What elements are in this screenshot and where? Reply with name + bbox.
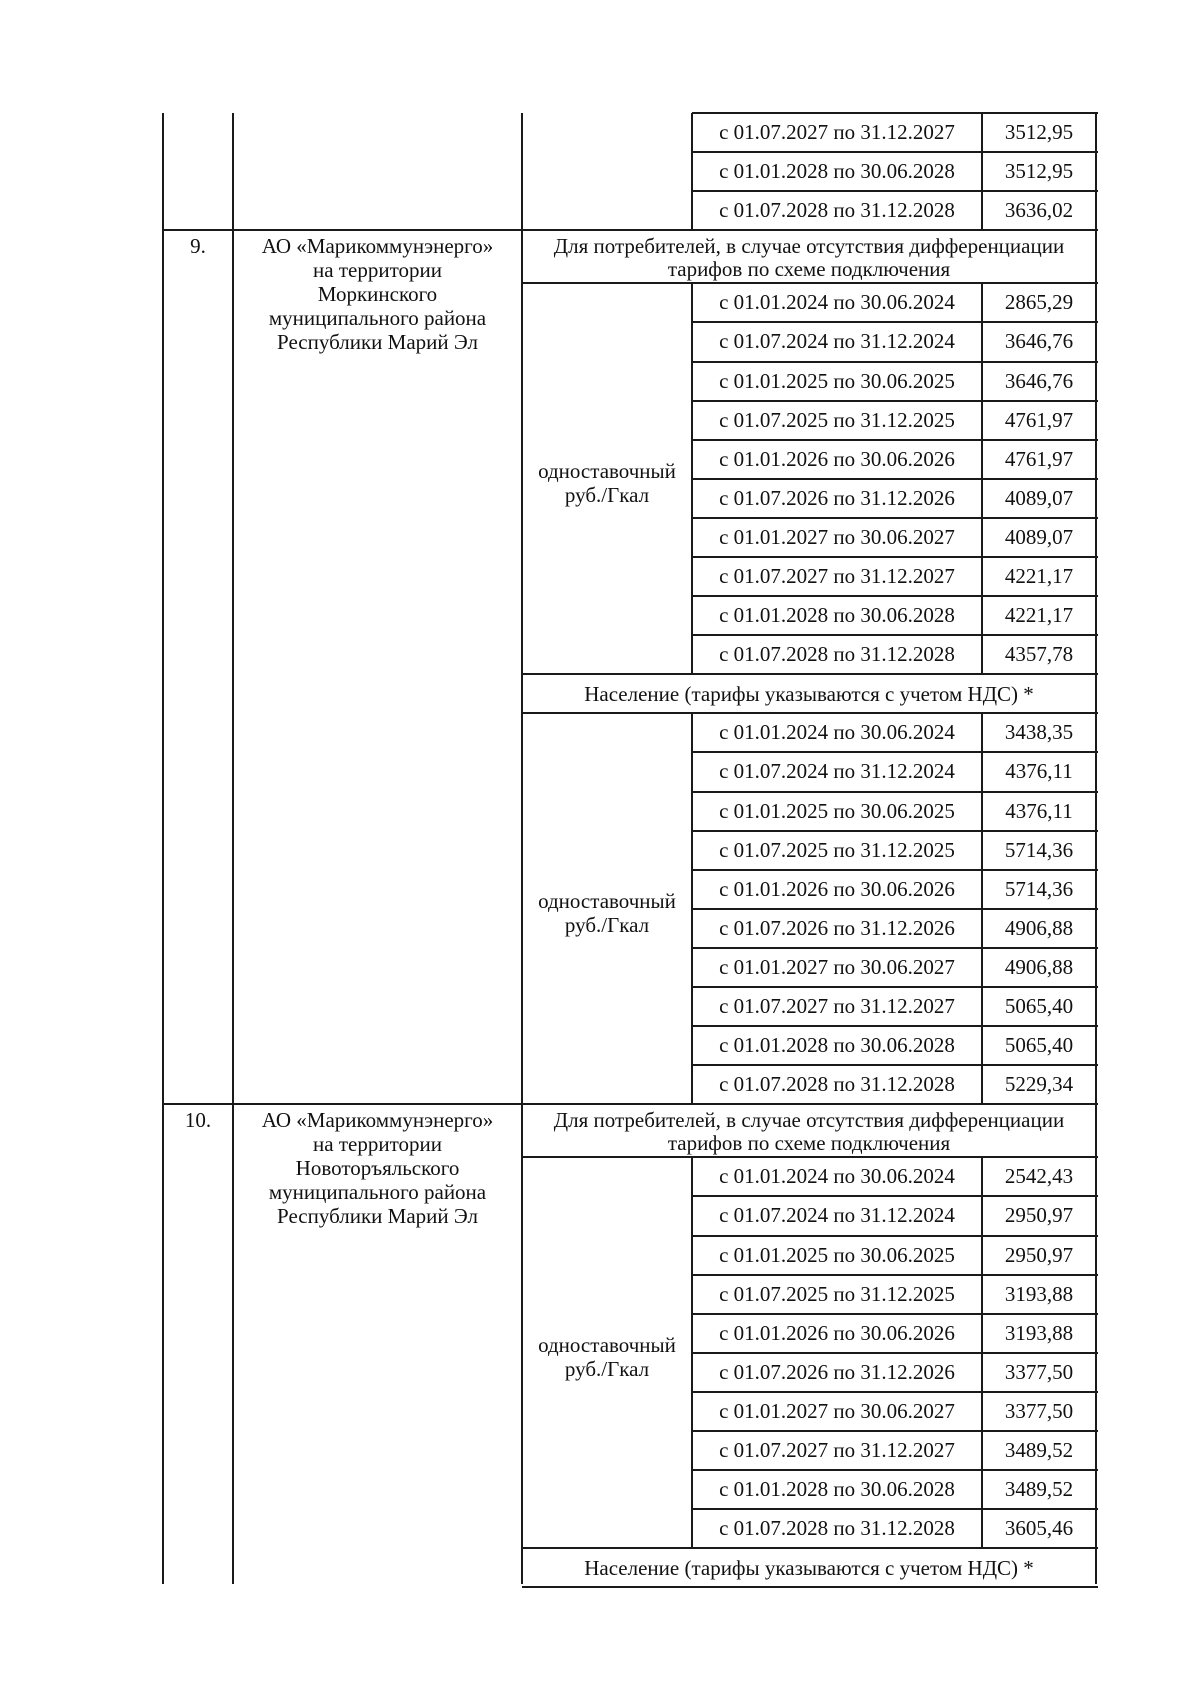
tariff-row-value: 2865,29 [1004, 290, 1074, 315]
table-rule [692, 1235, 1098, 1237]
table-rule [981, 1157, 983, 1548]
table-rule [692, 1352, 1098, 1354]
rate-type: одноставочный [538, 1332, 676, 1357]
tariff-row-value: 4761,97 [1004, 407, 1074, 432]
tariff-row-value: 3193,88 [1004, 1320, 1074, 1345]
tariff-row-value: 5065,40 [1004, 994, 1074, 1018]
tariff-row-value: 3377,50 [1004, 1398, 1074, 1423]
table-rule [981, 713, 983, 1104]
organization-name: Республики Марий Эл [277, 330, 478, 355]
entry-number: 10. [184, 1108, 212, 1133]
tariff-row-period: с 01.07.2027 по 31.12.2027 [719, 994, 955, 1018]
tariff-row-period: с 01.01.2028 по 30.06.2028 [719, 1477, 955, 1502]
tariff-row-value: 3489,52 [1004, 1477, 1074, 1502]
table-rule [522, 673, 1098, 675]
tariff-row-value: 5229,34 [1004, 1072, 1074, 1097]
table-rule [692, 947, 1098, 949]
tariff-row-period: с 01.07.2028 по 31.12.2028 [719, 1072, 955, 1097]
tariff-row-period: с 01.01.2025 по 30.06.2025 [719, 368, 955, 393]
tariff-row-period: с 01.07.2026 по 31.12.2026 [719, 485, 955, 510]
tariff-row-value: 4089,07 [1004, 524, 1074, 549]
tariff-row-value: 3193,88 [1004, 1281, 1074, 1306]
organization-name: на территории [313, 1132, 442, 1157]
tariff-row-period: с 01.07.2024 по 31.12.2024 [719, 759, 955, 784]
entry-number: 9. [190, 234, 206, 259]
table-rule [692, 1508, 1098, 1510]
table-rule [692, 791, 1098, 793]
tariff-row-value: 3646,76 [1004, 329, 1074, 354]
tariff-row-period: с 01.07.2025 по 31.12.2025 [719, 407, 955, 432]
section-header: Для потребителей, в случае отсутствия дифференциации [553, 1108, 1065, 1133]
tariff-row-value: 4906,88 [1004, 954, 1074, 979]
table-rule [522, 1586, 1098, 1588]
tariff-row-period: с 01.01.2027 по 30.06.2027 [719, 954, 955, 979]
table-rule [692, 321, 1098, 323]
organization-name: муниципального района [268, 1180, 487, 1205]
table-rule [692, 1025, 1098, 1027]
table-rule [692, 1274, 1098, 1276]
table-rule [692, 151, 1098, 153]
organization-name: Новоторъяльского [295, 1156, 460, 1181]
tariff-row-period: с 01.01.2026 по 30.06.2026 [719, 1320, 955, 1345]
section-header: Для потребителей, в случае отсутствия дифференциации [553, 234, 1065, 259]
organization-name: АО «Марикоммунэнерго» [261, 234, 494, 259]
carryover-row-value: 3636,02 [1004, 198, 1074, 223]
tariff-row-period: с 01.07.2028 по 31.12.2028 [719, 1516, 955, 1541]
tariff-row-value: 3646,76 [1004, 368, 1074, 393]
rate-type: руб./Гкал [564, 912, 650, 937]
tariff-row-period: с 01.07.2025 по 31.12.2025 [719, 837, 955, 862]
tariff-row-value: 5065,40 [1004, 1033, 1074, 1058]
tariff-row-period: с 01.01.2026 по 30.06.2026 [719, 446, 955, 471]
rate-type: одноставочный [538, 888, 676, 913]
tariff-row-value: 5714,36 [1004, 876, 1074, 901]
tariff-row-value: 3489,52 [1004, 1438, 1074, 1462]
table-rule [692, 517, 1098, 519]
tariff-row-period: с 01.01.2024 по 30.06.2024 [719, 720, 955, 745]
tariff-row-value: 2542,43 [1004, 1164, 1074, 1189]
tariff-row-period: с 01.01.2027 по 30.06.2027 [719, 1398, 955, 1423]
tariff-row-value: 4376,11 [1005, 798, 1073, 823]
table-rule [692, 1064, 1098, 1066]
table-rule [692, 1313, 1098, 1315]
table-rule [981, 113, 983, 230]
tariff-row-period: с 01.01.2025 по 30.06.2025 [719, 798, 955, 823]
table-rule [162, 113, 164, 1584]
tariff-row-value: 5714,36 [1004, 837, 1074, 862]
tariff-row-period: с 01.01.2024 по 30.06.2024 [719, 1164, 955, 1189]
table-rule [522, 282, 1098, 284]
table-rule [522, 712, 1098, 714]
tariff-row-period: с 01.01.2027 по 30.06.2027 [719, 524, 955, 549]
rate-type: руб./Гкал [564, 1356, 650, 1381]
organization-name: на территории [313, 258, 442, 283]
carryover-row-period: с 01.01.2028 по 30.06.2028 [719, 159, 955, 184]
carryover-row-period: с 01.07.2028 по 31.12.2028 [719, 198, 955, 223]
organization-name: муниципального района [268, 306, 487, 331]
rate-type: руб./Гкал [564, 482, 650, 507]
table-rule [692, 1195, 1098, 1197]
organization-name: Республики Марий Эл [277, 1204, 478, 1229]
tariff-row-value: 4357,78 [1004, 642, 1074, 667]
table-rule [692, 556, 1098, 558]
organization-name: Моркинского [317, 282, 438, 307]
tariff-row-period: с 01.07.2027 по 31.12.2027 [719, 564, 955, 588]
section-header: тарифов по схеме подключения [667, 257, 951, 282]
tariff-row-period: с 01.01.2025 по 30.06.2025 [719, 1242, 955, 1267]
tariff-row-period: с 01.07.2028 по 31.12.2028 [719, 642, 955, 667]
table-rule [163, 229, 1098, 231]
tariff-row-period: с 01.07.2024 по 31.12.2024 [719, 329, 955, 354]
table-rule [692, 1469, 1098, 1471]
table-rule [692, 361, 1098, 363]
section-header: Население (тарифы указываются с учетом НДС) * [584, 1556, 1034, 1581]
carryover-row-value: 3512,95 [1004, 120, 1074, 144]
table-rule [522, 1547, 1098, 1549]
section-header: Население (тарифы указываются с учетом НДС) * [584, 682, 1034, 707]
table-rule [692, 595, 1098, 597]
rate-type: одноставочный [538, 458, 676, 483]
table-rule [691, 113, 693, 230]
tariff-row-value: 4221,17 [1004, 564, 1074, 588]
tariff-row-value: 4906,88 [1004, 915, 1074, 940]
table-rule [163, 1103, 1098, 1105]
carryover-row-period: с 01.07.2027 по 31.12.2027 [719, 120, 955, 144]
tariff-row-period: с 01.01.2028 по 30.06.2028 [719, 603, 955, 628]
table-rule [692, 908, 1098, 910]
table-rule [692, 751, 1098, 753]
table-rule [692, 1391, 1098, 1393]
table-rule [692, 190, 1098, 192]
section-header: тарифов по схеме подключения [667, 1131, 951, 1156]
table-rule [692, 478, 1098, 480]
tariff-row-value: 3438,35 [1004, 720, 1074, 745]
table-rule [692, 400, 1098, 402]
tariff-row-value: 3377,50 [1004, 1359, 1074, 1384]
tariff-row-period: с 01.01.2028 по 30.06.2028 [719, 1033, 955, 1058]
table-rule [522, 1156, 1098, 1158]
tariff-row-period: с 01.01.2024 по 30.06.2024 [719, 290, 955, 315]
table-rule [692, 869, 1098, 871]
table-rule [692, 112, 1098, 114]
carryover-row-value: 3512,95 [1004, 159, 1074, 184]
table-rule [692, 634, 1098, 636]
tariff-row-value: 4761,97 [1004, 446, 1074, 471]
tariff-row-period: с 01.07.2025 по 31.12.2025 [719, 1281, 955, 1306]
tariff-row-period: с 01.07.2026 по 31.12.2026 [719, 1359, 955, 1384]
tariff-row-period: с 01.01.2026 по 30.06.2026 [719, 876, 955, 901]
tariff-row-value: 4221,17 [1004, 603, 1074, 628]
table-rule [981, 283, 983, 674]
table-rule [692, 439, 1098, 441]
table-rule [692, 830, 1098, 832]
tariff-row-value: 2950,97 [1004, 1242, 1074, 1267]
tariff-row-period: с 01.07.2024 по 31.12.2024 [719, 1203, 955, 1228]
organization-name: АО «Марикоммунэнерго» [261, 1108, 494, 1133]
table-rule [692, 1430, 1098, 1432]
tariff-row-value: 4376,11 [1005, 759, 1073, 784]
tariff-row-period: с 01.07.2026 по 31.12.2026 [719, 915, 955, 940]
tariff-row-value: 4089,07 [1004, 485, 1074, 510]
tariff-row-value: 2950,97 [1004, 1203, 1074, 1228]
tariff-row-period: с 01.07.2027 по 31.12.2027 [719, 1438, 955, 1462]
tariff-row-value: 3605,46 [1004, 1516, 1074, 1541]
table-rule [692, 986, 1098, 988]
